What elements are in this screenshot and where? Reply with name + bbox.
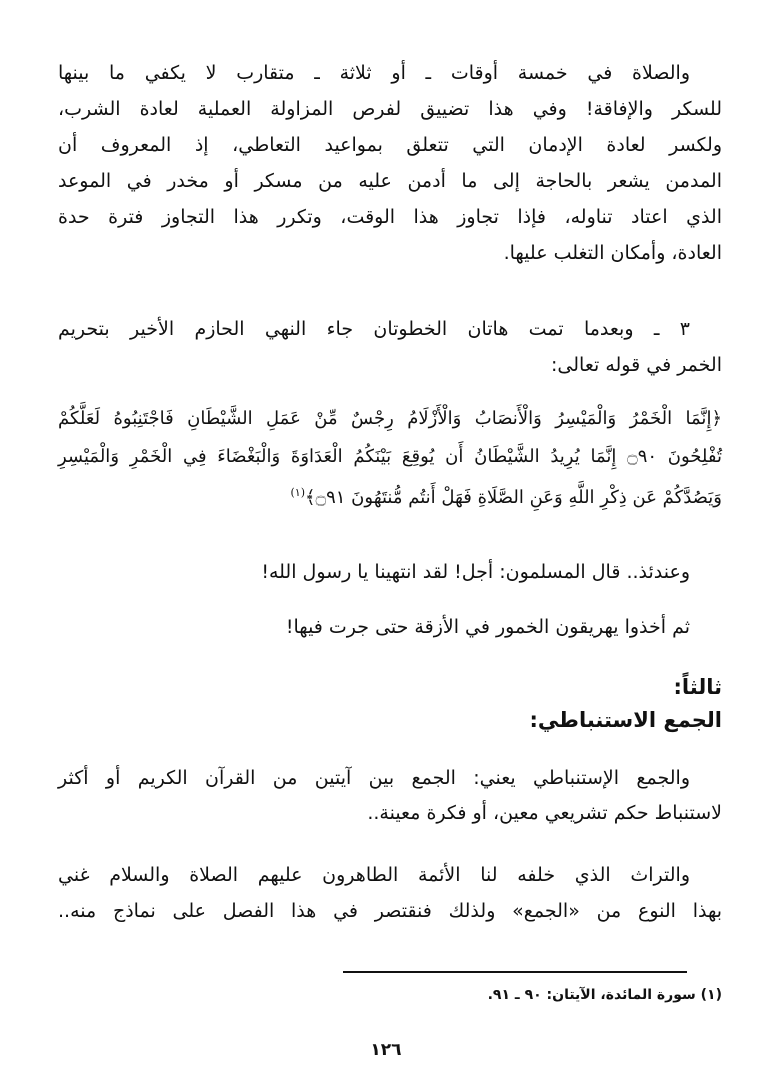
text-line: بهذا النوع من «الجمع» ولذلك فنقتصر في هذا الفصل على نماذج منه.. (58, 900, 722, 922)
verse-line: ﴿إِنَّمَا الْخَمْرُ وَالْمَيْسِرُ وَالْأَنصَابُ وَالْأَزْلَامُ رِجْسٌ مِّنْ عَمَلِ الشَّيْطَانِ فَاجْتَنِبُوهُ لَعَلَّكُمْ (58, 408, 722, 429)
footnote-ref[interactable]: (١) (290, 486, 306, 499)
page-number: ١٢٦ (370, 1040, 402, 1060)
section-heading-title: الجمع الاستنباطي: (529, 708, 722, 732)
footnote: (١) سورة المائدة، الآيتان: ٩٠ ـ ٩١. (487, 987, 722, 1003)
text-line: للسكر والإفاقة! وفي هذا تضييق لفرص المزاولة العملية لعادة الشرب، (58, 98, 722, 120)
text-line: والصلاة في خمسة أوقات ـ أو ثلاثة ـ متقارب لا يكفي ما بينها (58, 62, 690, 84)
section-heading-number: ثالثاً: (673, 675, 722, 699)
verse-line (58, 478, 722, 513)
verse-line: تُفْلِحُونَ ۝٩٠ إِنَّمَا يُرِيدُ الشَّيْطَانُ أَن يُوقِعَ بَيْنَكُمُ الْعَدَاوَةَ وَالْبَغْضَاءَ فِي الْخَمْرِ وَالْمَيْسِرِ (58, 446, 722, 467)
wine-poured-line: ثم أخذوا يهريقون الخمور في الأزقة حتى جرت فيها! (285, 616, 690, 638)
text-line: الخمر في قوله تعالى: (551, 354, 722, 376)
text-line: والتراث الذي خلفه لنا الأئمة الطاهرون عليهم الصلاة والسلام غني (58, 864, 690, 886)
text-line: والجمع الإستنباطي يعني: الجمع بين آيتين من القرآن الكريم أو أكثر (58, 767, 690, 789)
text-line: لاستنباط حكم تشريعي معين، أو فكرة معينة.. (367, 802, 722, 824)
text-line: ولكسر لعادة الإدمان التي تتعلق بمواعيد التعاطي، إذ المعروف أن (58, 134, 722, 156)
text-line: الذي اعتاد تناوله، فإذا تجاوز هذا الوقت، وتكرر هذا التجاوز فترة حدة (58, 206, 722, 228)
muslims-reply: وعندئذ.. قال المسلمون: أجل! لقد انتهينا يا رسول الله! (261, 561, 690, 583)
text-line: المدمن يشعر بالحاجة إلى ما أدمن عليه من مسكر أو مخدر في الموعد (58, 170, 722, 192)
footnote-divider (343, 971, 687, 973)
verse-text: وَيَصُدَّكُمْ عَن ذِكْرِ اللَّهِ وَعَنِ الصَّلَاةِ فَهَلْ أَنتُم مُّنتَهُونَ ۝٩١﴾ (305, 487, 722, 508)
text-line: ٣ ـ وبعدما تمت هاتان الخطوتان جاء النهي الحازم الأخير بتحريم (58, 318, 690, 340)
text-line: العادة، وأمكان التغلب عليها. (503, 242, 722, 264)
